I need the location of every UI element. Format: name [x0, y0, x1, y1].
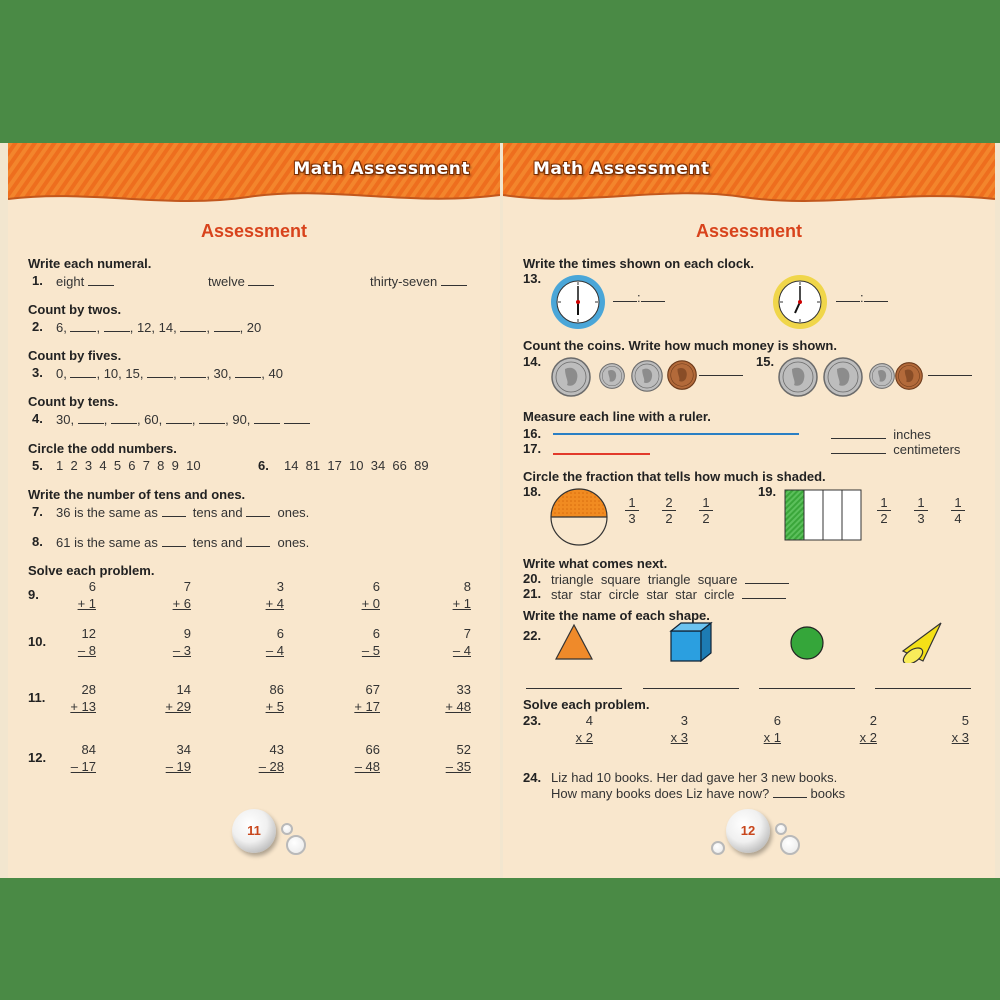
- addend-bottom: + 48: [445, 699, 471, 714]
- time-answer-blank: :: [836, 289, 888, 305]
- addend-bottom: + 29: [165, 699, 191, 714]
- question-number: 24.: [523, 770, 542, 785]
- addend-top: 8: [463, 579, 471, 594]
- sequence-text: 0, , 10, 15, , , 30, , 40: [56, 366, 283, 381]
- word-problem-text: Liz had 10 books. Her dad gave her 3 new books.: [551, 770, 838, 785]
- question-number: 12.: [28, 750, 47, 765]
- fraction-option[interactable]: [662, 495, 676, 526]
- section-title: Write the number of tens and ones.: [28, 487, 246, 502]
- addend-bottom: – 4: [452, 643, 471, 658]
- addend-top: 52: [456, 742, 471, 757]
- addend-bottom: + 5: [265, 699, 284, 714]
- answer-blank: [759, 688, 855, 689]
- question-number: 21.: [523, 586, 542, 601]
- circle-shape: [789, 625, 825, 661]
- word-problem-text: How many books does Liz have now? books: [551, 786, 846, 801]
- factor-bottom: x 1: [763, 730, 781, 745]
- right-page: [503, 143, 995, 878]
- question-number: 16.: [523, 426, 542, 441]
- page-heading: Assessment: [200, 221, 308, 241]
- addend-top: 7: [183, 579, 191, 594]
- pattern-text: triangle square triangle square: [551, 571, 789, 587]
- addend-top: 6: [276, 626, 284, 641]
- addend-top: 84: [81, 742, 96, 757]
- question-number: 11.: [28, 690, 46, 705]
- addend-top: 43: [269, 742, 284, 757]
- cube-shape: [669, 621, 713, 663]
- prompt-text: eight: [56, 273, 114, 289]
- time-answer-blank: :: [613, 289, 665, 305]
- factor-top: 4: [585, 713, 593, 728]
- fraction-option[interactable]: [914, 495, 928, 526]
- page-number: 12: [726, 809, 770, 853]
- question-number: 18.: [523, 484, 542, 499]
- factor-top: 5: [961, 713, 969, 728]
- prompt-text: 61 is the same as tens and ones.: [56, 535, 310, 550]
- clock-icon: [549, 273, 607, 331]
- denominator: 3: [628, 511, 636, 526]
- addend-bottom: + 6: [172, 596, 191, 611]
- section-title: Solve each problem.: [28, 563, 155, 578]
- question-number: 6.: [258, 458, 269, 473]
- factor-bottom: x 2: [859, 730, 877, 745]
- answer-blank: inches: [831, 426, 931, 442]
- factor-bottom: x 3: [670, 730, 688, 745]
- penny-coin-icon: [667, 360, 697, 390]
- section-title: Count by fives.: [28, 348, 122, 363]
- factor-top: 3: [680, 713, 688, 728]
- bubble-decoration: [775, 823, 787, 835]
- factor-bottom: x 2: [575, 730, 593, 745]
- section-title: Write each numeral.: [28, 256, 152, 271]
- addend-top: 3: [276, 579, 284, 594]
- addend-bottom: – 8: [77, 643, 96, 658]
- denominator: 3: [917, 511, 925, 526]
- addend-bottom: – 5: [361, 643, 380, 658]
- addend-top: 86: [269, 682, 284, 697]
- half-circle-fraction: [549, 487, 609, 547]
- addend-top: 6: [88, 579, 96, 594]
- factor-bottom: x 3: [951, 730, 969, 745]
- question-number: 5.: [32, 458, 43, 473]
- addend-bottom: + 13: [70, 699, 96, 714]
- fraction-option[interactable]: [877, 495, 891, 526]
- sequence-text: 6, , , 12, 14, , , 20: [56, 320, 262, 335]
- addend-top: 12: [81, 626, 96, 641]
- addend-bottom: + 17: [354, 699, 380, 714]
- numerator: 1: [625, 495, 639, 511]
- prompt-text: twelve: [208, 273, 274, 289]
- section-title: Write the times shown on each clock.: [523, 256, 754, 271]
- bubble-decoration: [281, 823, 293, 835]
- banner-title: Math Assessment: [293, 159, 470, 179]
- section-title: Solve each problem.: [523, 697, 650, 712]
- denominator: 2: [665, 511, 673, 526]
- addend-top: 67: [365, 682, 380, 697]
- question-number: 7.: [32, 504, 43, 519]
- bubble-decoration: [780, 835, 800, 855]
- addend-top: 66: [365, 742, 380, 757]
- answer-blank: [526, 688, 622, 689]
- numerator: 1: [699, 495, 713, 511]
- addend-top: 9: [183, 626, 191, 641]
- question-number: 14.: [523, 354, 542, 369]
- triangle-shape: [554, 623, 594, 661]
- addend-bottom: + 4: [265, 596, 284, 611]
- pattern-text: star star circle star star circle: [551, 586, 786, 602]
- section-title: Measure each line with a ruler.: [523, 409, 711, 424]
- question-number: 10.: [28, 634, 47, 649]
- number-list: 1 2 3 4 5 6 7 8 9 10: [56, 458, 201, 473]
- page-heading: Assessment: [695, 221, 803, 241]
- question-number: 13.: [523, 271, 542, 286]
- page-number: 11: [232, 809, 276, 853]
- section-title: Write the name of each shape.: [523, 608, 710, 623]
- cone-shape: [899, 621, 945, 663]
- banner-title: Math Assessment: [533, 159, 710, 179]
- denominator: 4: [954, 511, 962, 526]
- numerator: 1: [914, 495, 928, 511]
- section-title: Circle the fraction that tells how much is shaded.: [523, 469, 826, 484]
- question-number: 17.: [523, 441, 542, 456]
- addend-bottom: – 28: [258, 759, 284, 774]
- addend-top: 33: [456, 682, 471, 697]
- section-title: Circle the odd numbers.: [28, 441, 177, 456]
- clock-icon: [771, 273, 829, 331]
- prompt-text: 36 is the same as tens and ones.: [56, 505, 310, 520]
- prompt-text: thirty-seven: [370, 273, 467, 289]
- fraction-option[interactable]: [699, 495, 713, 526]
- addend-bottom: + 0: [361, 596, 380, 611]
- measure-line-blue: [553, 433, 799, 435]
- section-title: Count by twos.: [28, 302, 122, 317]
- numerator: 2: [662, 495, 676, 511]
- addend-bottom: – 3: [172, 643, 191, 658]
- denominator: 2: [702, 511, 710, 526]
- quarter-coin-icon: [778, 357, 818, 397]
- denominator: 2: [880, 511, 888, 526]
- section-title: Write what comes next.: [523, 556, 668, 571]
- addend-bottom: – 35: [445, 759, 471, 774]
- measure-line-red: [553, 453, 650, 455]
- sequence-text: 30, , , 60, , , 90,: [56, 411, 310, 427]
- answer-blank: [875, 688, 971, 689]
- answer-blank: [643, 688, 739, 689]
- penny-coin-icon: [895, 362, 923, 390]
- addend-bottom: – 48: [354, 759, 380, 774]
- addend-top: 6: [372, 626, 380, 641]
- fraction-option[interactable]: [951, 495, 965, 526]
- addend-top: 28: [81, 682, 96, 697]
- addend-bottom: – 19: [165, 759, 191, 774]
- book-spread: [0, 143, 1000, 878]
- fraction-option[interactable]: [625, 495, 639, 526]
- section-title: Count the coins. Write how much money is shown.: [523, 338, 837, 353]
- question-number: 3.: [32, 365, 43, 380]
- bar-fraction: [784, 489, 862, 541]
- section-title: Count by tens.: [28, 394, 119, 409]
- left-page: [8, 143, 500, 878]
- addend-bottom: + 1: [452, 596, 471, 611]
- addend-bottom: – 17: [70, 759, 96, 774]
- question-number: 2.: [32, 319, 43, 334]
- addend-bottom: – 4: [265, 643, 284, 658]
- answer-blank: [928, 363, 972, 379]
- question-number: 9.: [28, 587, 39, 602]
- factor-top: 6: [773, 713, 781, 728]
- question-number: 20.: [523, 571, 542, 586]
- nickel-coin-icon: [631, 360, 663, 392]
- question-number: 22.: [523, 628, 542, 643]
- question-number: 23.: [523, 713, 542, 728]
- dime-coin-icon: [869, 363, 895, 389]
- question-number: 19.: [758, 484, 777, 499]
- question-number: 8.: [32, 534, 43, 549]
- factor-top: 2: [869, 713, 877, 728]
- addend-top: 7: [463, 626, 471, 641]
- question-number: 4.: [32, 411, 43, 426]
- answer-blank: centimeters: [831, 441, 960, 457]
- numerator: 1: [877, 495, 891, 511]
- answer-blank: [699, 363, 743, 379]
- question-number: 15.: [756, 354, 775, 369]
- quarter-coin-icon: [823, 357, 863, 397]
- addend-top: 34: [176, 742, 191, 757]
- bubble-decoration: [711, 841, 725, 855]
- number-list: 14 81 17 10 34 66 89: [284, 458, 429, 473]
- numerator: 1: [951, 495, 965, 511]
- dime-coin-icon: [599, 363, 625, 389]
- quarter-coin-icon: [551, 357, 591, 397]
- addend-bottom: + 1: [77, 596, 96, 611]
- addend-top: 14: [176, 682, 191, 697]
- addend-top: 6: [372, 579, 380, 594]
- question-number: 1.: [32, 273, 43, 288]
- bubble-decoration: [286, 835, 306, 855]
